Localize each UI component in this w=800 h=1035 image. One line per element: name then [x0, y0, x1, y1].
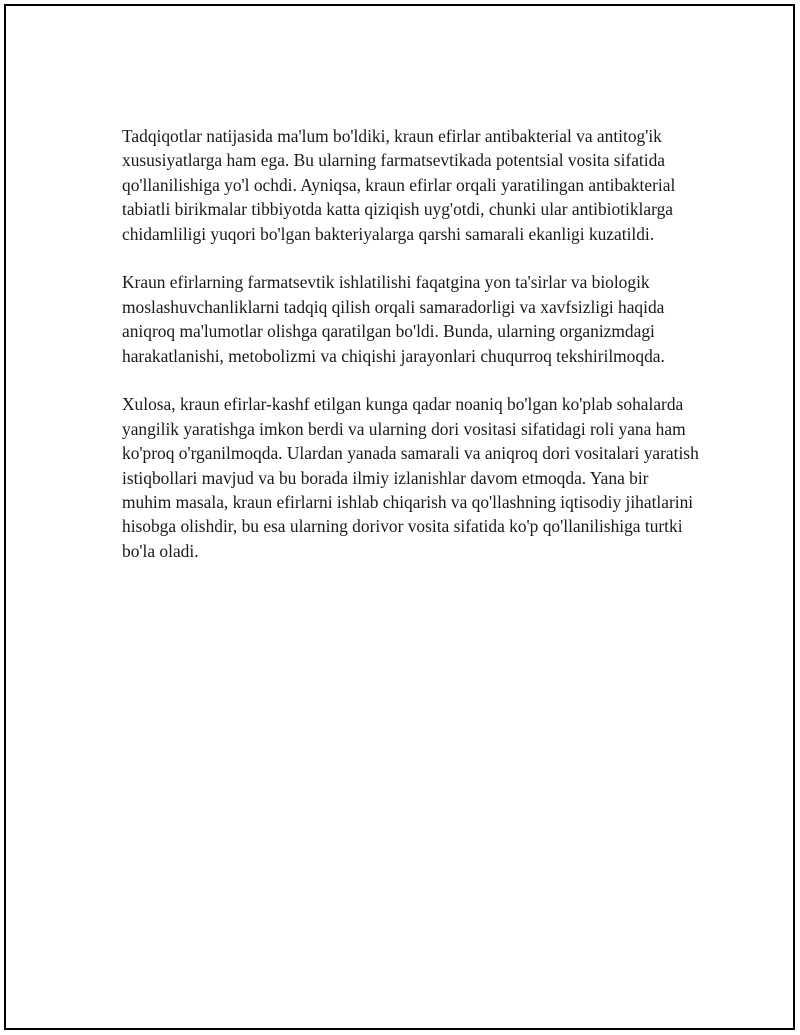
paragraph-3: Xulosa, kraun efirlar-kashf etilgan kunga qadar noaniq bo'lgan ko'plab sohalarda yangilik yaratishga imkon berdi va ularning dori vositasi sifatidagi roli yana ham ko'proq o'rganilmoqda. Ulardan yanada samarali va aniqroq dori vositalari yaratish istiqbollari mavjud va bu borada ilmiy izlanishlar davom etmoqda. Yana bir muhim masala, kraun efirlarni ishlab chiqarish va qo'llashning iqtisodiy jihatlarini hisobga olishdir, bu esa ularning dorivor vosita sifatida ko'p qo'llanilishiga turtki bo'la oladi. — [122, 394, 699, 561]
page-border — [4, 4, 795, 1030]
paragraph-1: Tadqiqotlar natijasida ma'lum bo'ldiki, kraun efirlar antibakterial va antitog'ik xususiyatlarga ham ega. Bu ularning farmatsevtikada potentsial vosita sifatida qo'llanilishiga yo'l ochdi. Ayniqsa, kraun efirlar orqali yaratilingan antibakterial tabiatli birikmalar tibbiyotda katta qiziqish uyg'otdi, chunki ular antibiotiklarga chidamliligi yuqori bo'lgan bakteriyalarga qarshi samarali ekanligi kuzatildi. — [122, 126, 676, 244]
paragraph-2: Kraun efirlarning farmatsevtik ishlatilishi faqatgina yon ta'sirlar va biologik moslashuvchanliklarni tadqiq qilish orqali samaradorligi va xavfsizligi haqida aniqroq ma'lumotlar olishga qaratilgan bo'ldi. Bunda, ularning organizmdagi harakatlanishi, metobolizmi va chiqishi jarayonlari chuqurroq tekshirilmoqda. — [122, 272, 665, 366]
document-body — [122, 124, 702, 563]
